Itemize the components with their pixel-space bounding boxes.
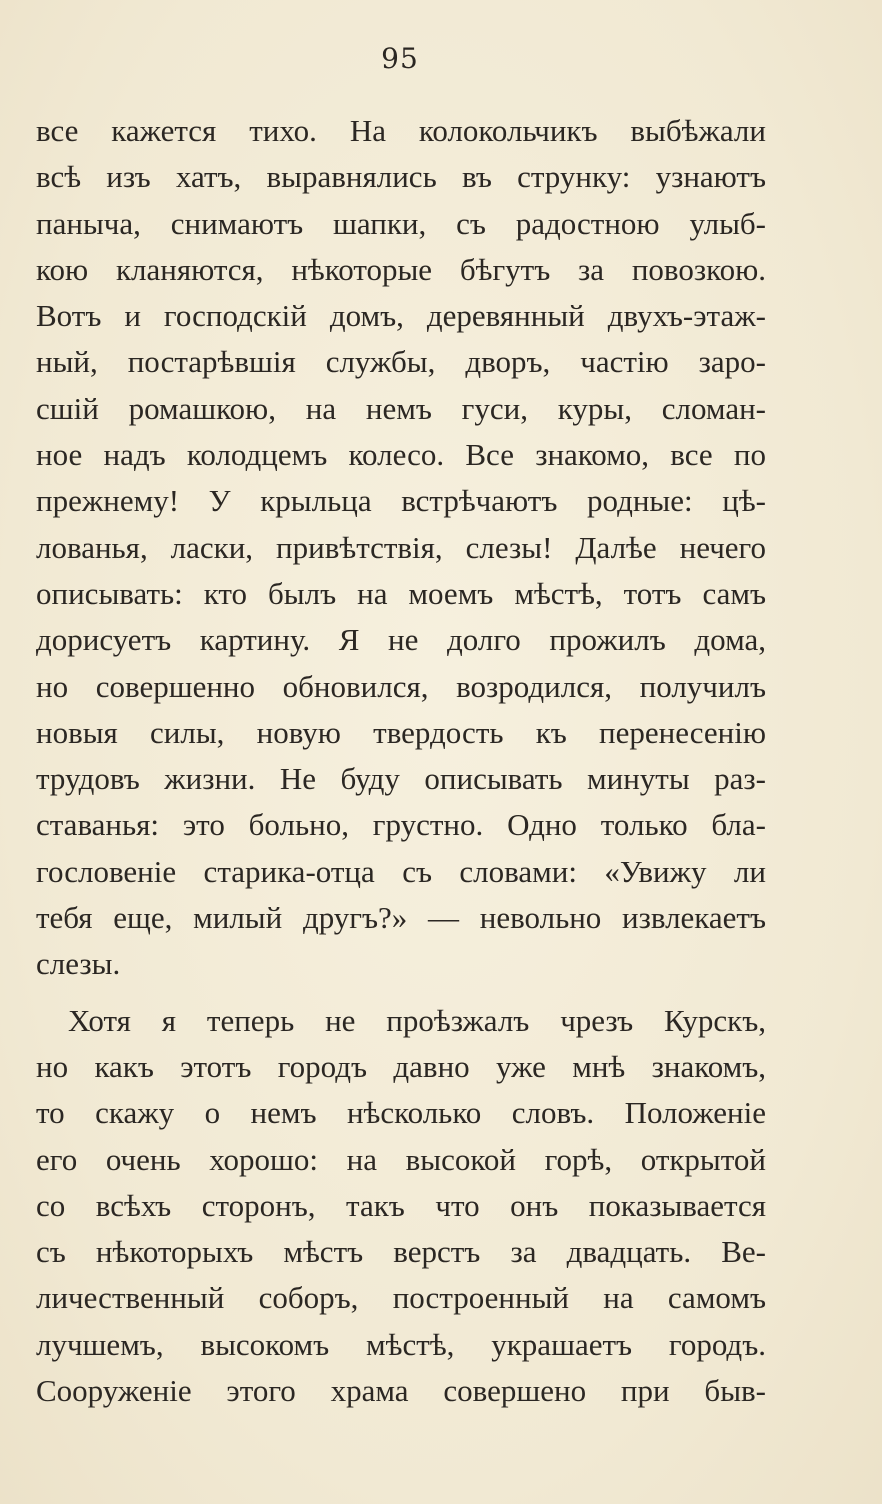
text-line: сшій ромашкою, на немъ гуси, куры, сломан-: [36, 390, 766, 426]
text-line: описывать: кто былъ на моемъ мѣстѣ, тотъ самъ: [36, 575, 766, 611]
text-line: со всѣхъ сторонъ, такъ что онъ показывается: [36, 1187, 766, 1223]
text-line: Хотя я теперь не проѣзжалъ чрезъ Курскъ,: [68, 1002, 766, 1038]
text-line: то скажу о немъ нѣсколько словъ. Положеніе: [36, 1095, 766, 1131]
text-line: Вотъ и господскій домъ, деревянный двухъ-этаж-: [36, 298, 766, 334]
paragraph: [36, 108, 766, 988]
text-line: паныча, снимаютъ шапки, съ радостною улыб-: [36, 205, 766, 241]
paragraph: [36, 998, 766, 1415]
text-line: всѣ изъ хатъ, выравнялись въ струнку: узнаютъ: [36, 159, 766, 195]
text-line: тебя еще, милый другъ?» — невольно извлекаетъ: [36, 900, 766, 936]
text-line: гословеніе старика-отца съ словами: «Увижу ли: [36, 853, 766, 889]
text-line: трудовъ жизни. Не буду описывать минуты раз-: [36, 761, 766, 797]
text-line: лованья, ласки, привѣтствія, слезы! Далѣе нечего: [36, 529, 766, 565]
text-line: его очень хорошо: на высокой горѣ, открытой: [36, 1141, 766, 1177]
text-line: съ нѣкоторыхъ мѣстъ верстъ за двадцать. Ве-: [36, 1234, 766, 1270]
text-line: слезы.: [36, 946, 121, 982]
text-line: прежнему! У крыльца встрѣчаютъ родные: цѣ-: [36, 483, 766, 519]
text-line: Сооруженіе этого храма совершено при быв-: [36, 1373, 766, 1409]
text-line: ставанья: это больно, грустно. Одно только бла-: [36, 807, 766, 843]
text-line: лучшемъ, высокомъ мѣстѣ, украшаетъ городъ.: [36, 1326, 766, 1362]
text-line: личественный соборъ, построенный на самомъ: [36, 1280, 766, 1316]
text-line: кою кланяются, нѣкоторые бѣгутъ за повозкою.: [36, 251, 766, 287]
page-number: 95: [381, 42, 419, 75]
text-line: ный, постарѣвшія службы, дворъ, частію заро-: [36, 344, 766, 380]
text-line: все кажется тихо. На колокольчикъ выбѣжали: [36, 113, 766, 148]
text-line: но какъ этотъ городъ давно уже мнѣ знакомъ,: [36, 1048, 766, 1084]
text-line: ное надъ колодцемъ колесо. Все знакомо, все по: [36, 437, 766, 473]
text-line: дорисуетъ картину. Я не долго прожилъ дома,: [36, 622, 766, 658]
body-text: [36, 108, 766, 1414]
paragraph-gap: [36, 988, 766, 998]
text-line: новыя силы, новую твердость къ перенесенію: [36, 714, 766, 750]
text-line: но совершенно обновился, возродился, получилъ: [36, 668, 766, 704]
